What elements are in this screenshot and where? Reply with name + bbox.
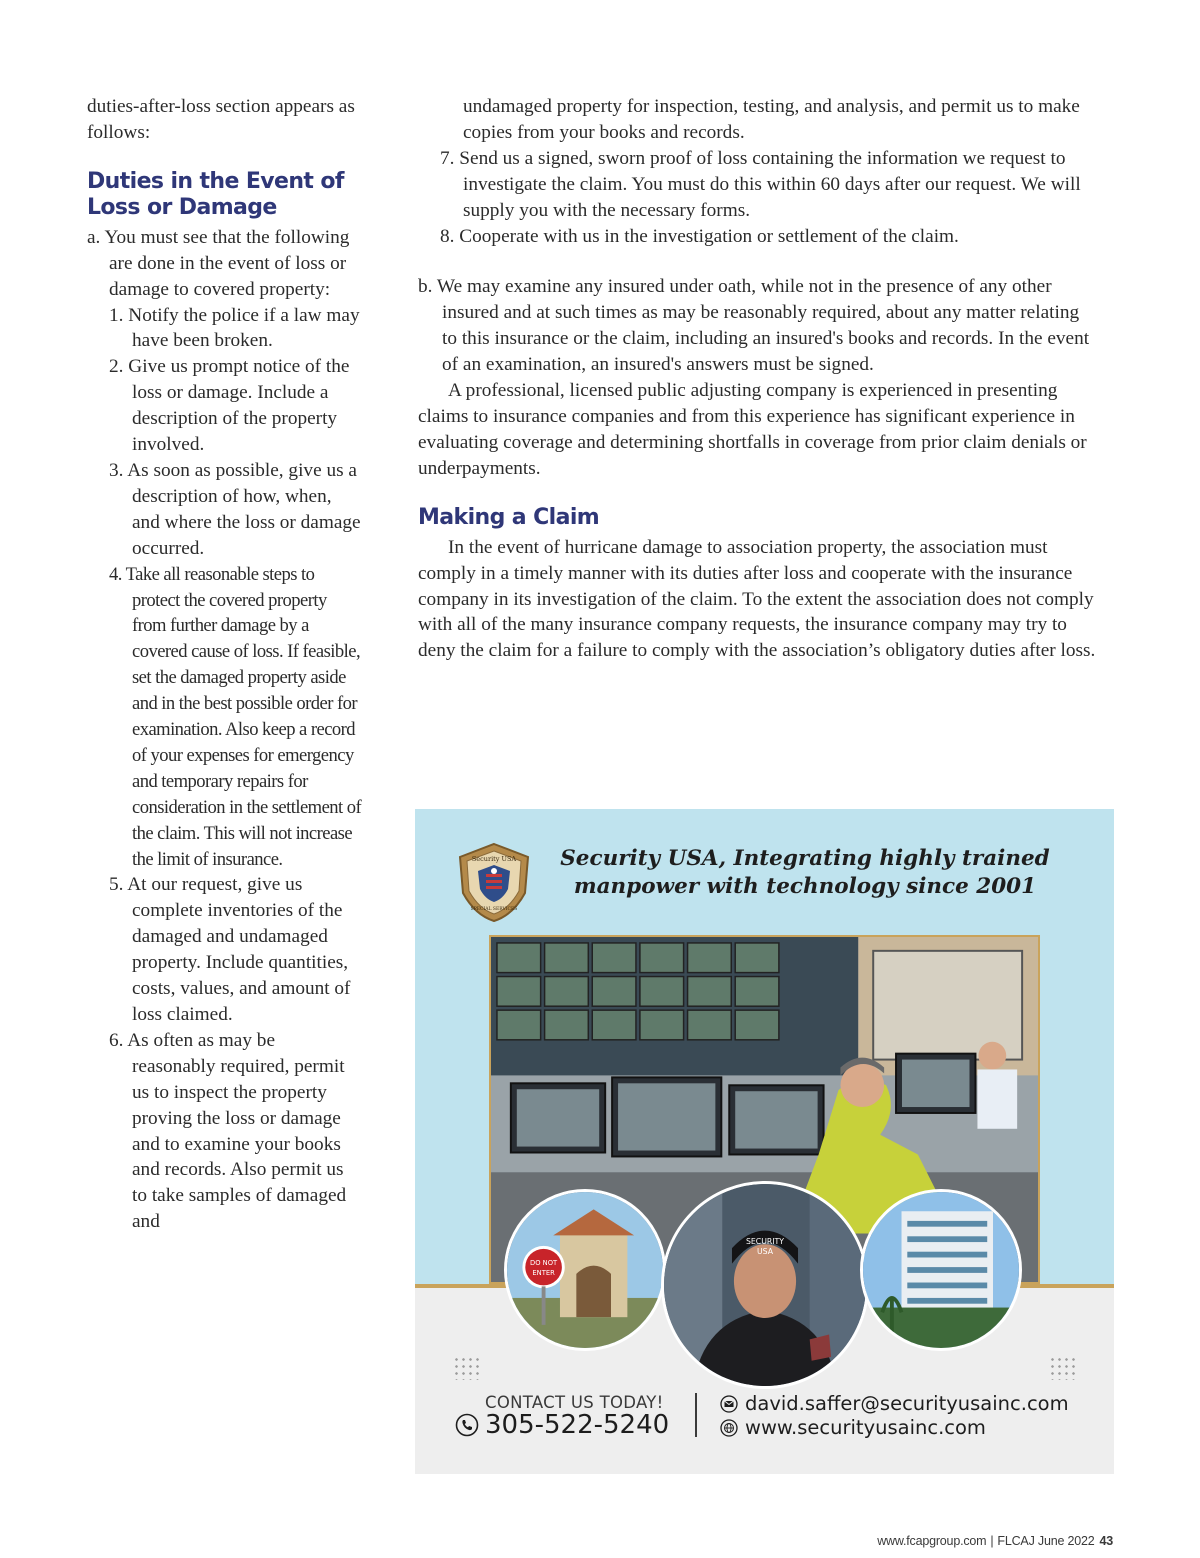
list-item: 5. At our request, give us complete inventories of the damaged and undamaged property. Include quantities, costs, values, and amount of loss claimed.	[109, 874, 351, 1025]
logo-text-top: Security USA	[471, 855, 517, 863]
sign-text-line1: DO NOT	[530, 1259, 558, 1268]
ad-headline-line1: Security USA, Integrating highly trained	[560, 846, 1050, 871]
list-item: 4. Take all reasonable steps to protect the covered property from further damage by a covered cause of loss. If feasible, set the damaged property aside and in the best possible order for examination. Also keep a record of your expenses for emergency and temporary repairs for consideration in the settlement of the claim. This will not increase the limit of insurance.	[109, 563, 362, 870]
list-item: 8. Cooperate with us in the investigation or settlement of the claim.	[440, 225, 959, 247]
ad-headline-line2: manpower with technology since 2001	[573, 874, 1037, 899]
contact-us-label: CONTACT US TODAY!	[485, 1393, 664, 1412]
body-paragraph: A professional, licensed public adjusting company is experienced in presenting claims to insurance companies and from this experience has significant experience in evaluating coverage and determining shortfalls in coverage from prior claim denials or underpayments.	[418, 380, 1087, 479]
left-column	[87, 94, 362, 1235]
list-item: 2. Give us prompt notice of the loss or damage. Include a description of the property involved.	[109, 356, 350, 456]
item-b: b. We may examine any insured under oath, while not in the presence of any other insured and at such times as may be reasonably required, about any matter relating to this insurance or the claim, including an insured's books and records. In the event of an examination, an insured's answers must be signed.	[418, 276, 1090, 376]
logo-text-bottom: SPECIAL SERVICES	[470, 907, 518, 912]
contact-divider	[695, 1393, 697, 1437]
intro-text: duties-after-loss section appears as follows:	[87, 96, 355, 143]
email-address[interactable]: david.saffer@securityusainc.com	[745, 1392, 1069, 1415]
duties-list	[87, 303, 362, 1236]
phone-contact[interactable]	[455, 1410, 669, 1440]
section-heading-duties: Duties in the Event of Loss or Damage	[87, 168, 344, 220]
cap-text-line2: USA	[756, 1246, 774, 1256]
footer-issue: FLCAJ June 2022	[997, 1534, 1095, 1548]
sign-text-line2: ENTER	[532, 1268, 555, 1277]
body-paragraph: In the event of hurricane damage to association property, the association must comply in a timely manner with its duties after loss and cooperate with the insurance company in its investigation of the claim. To the extent the association does not comply with all of the many insurance company requests, the insurance company may try to deny the claim for a failure to comply with the association’s obligatory duties after loss.	[418, 536, 1096, 662]
page-number: 43	[1099, 1534, 1113, 1548]
footer-site-link[interactable]: www.fcapgroup.com	[877, 1534, 987, 1548]
website-contact[interactable]	[720, 1416, 986, 1439]
page-footer	[877, 1534, 1113, 1548]
footer-separator: |	[990, 1534, 994, 1548]
gated-entrance-photo	[504, 1189, 666, 1351]
website-url[interactable]: www.securityusainc.com	[745, 1416, 986, 1439]
item-a: a. You must see that the following are done in the event of loss or damage to covered property:	[87, 226, 350, 300]
decorative-dots	[453, 1356, 481, 1380]
email-contact[interactable]	[720, 1392, 1069, 1415]
globe-icon	[720, 1419, 738, 1437]
decorative-dots	[1049, 1356, 1077, 1380]
phone-number[interactable]: 305-522-5240	[485, 1410, 670, 1440]
security-usa-badge-logo	[453, 841, 535, 923]
phone-icon	[455, 1413, 479, 1437]
condo-tower-photo	[860, 1189, 1022, 1351]
ad-headline	[535, 845, 1075, 901]
list-item-continuation: undamaged property for inspection, testing, and analysis, and permit us to make copies from your books and records.	[463, 96, 1080, 143]
section-heading-making-claim: Making a Claim	[418, 504, 600, 530]
cap-text-line1: SECURITY	[745, 1237, 785, 1247]
email-icon	[720, 1395, 738, 1413]
security-guard-photo	[661, 1181, 869, 1389]
list-item: 6. As often as may be reasonably required, permit us to inspect the property proving the loss or damage and to examine your books and records. Also permit us to take samples of damaged and	[109, 1029, 347, 1233]
duties-list-continued	[418, 94, 1098, 249]
security-usa-advertisement[interactable]	[415, 809, 1114, 1474]
list-item: 7. Send us a signed, sworn proof of loss containing the information we request to investigate the claim. You must do this within 60 days after our request. We will supply you with the necessary forms.	[440, 147, 1081, 221]
list-item: 1. Notify the police if a law may have been broken.	[109, 304, 360, 352]
right-column	[418, 94, 1098, 664]
list-item: 3. As soon as possible, give us a description of how, when, and where the loss or damage occurred.	[109, 459, 361, 559]
